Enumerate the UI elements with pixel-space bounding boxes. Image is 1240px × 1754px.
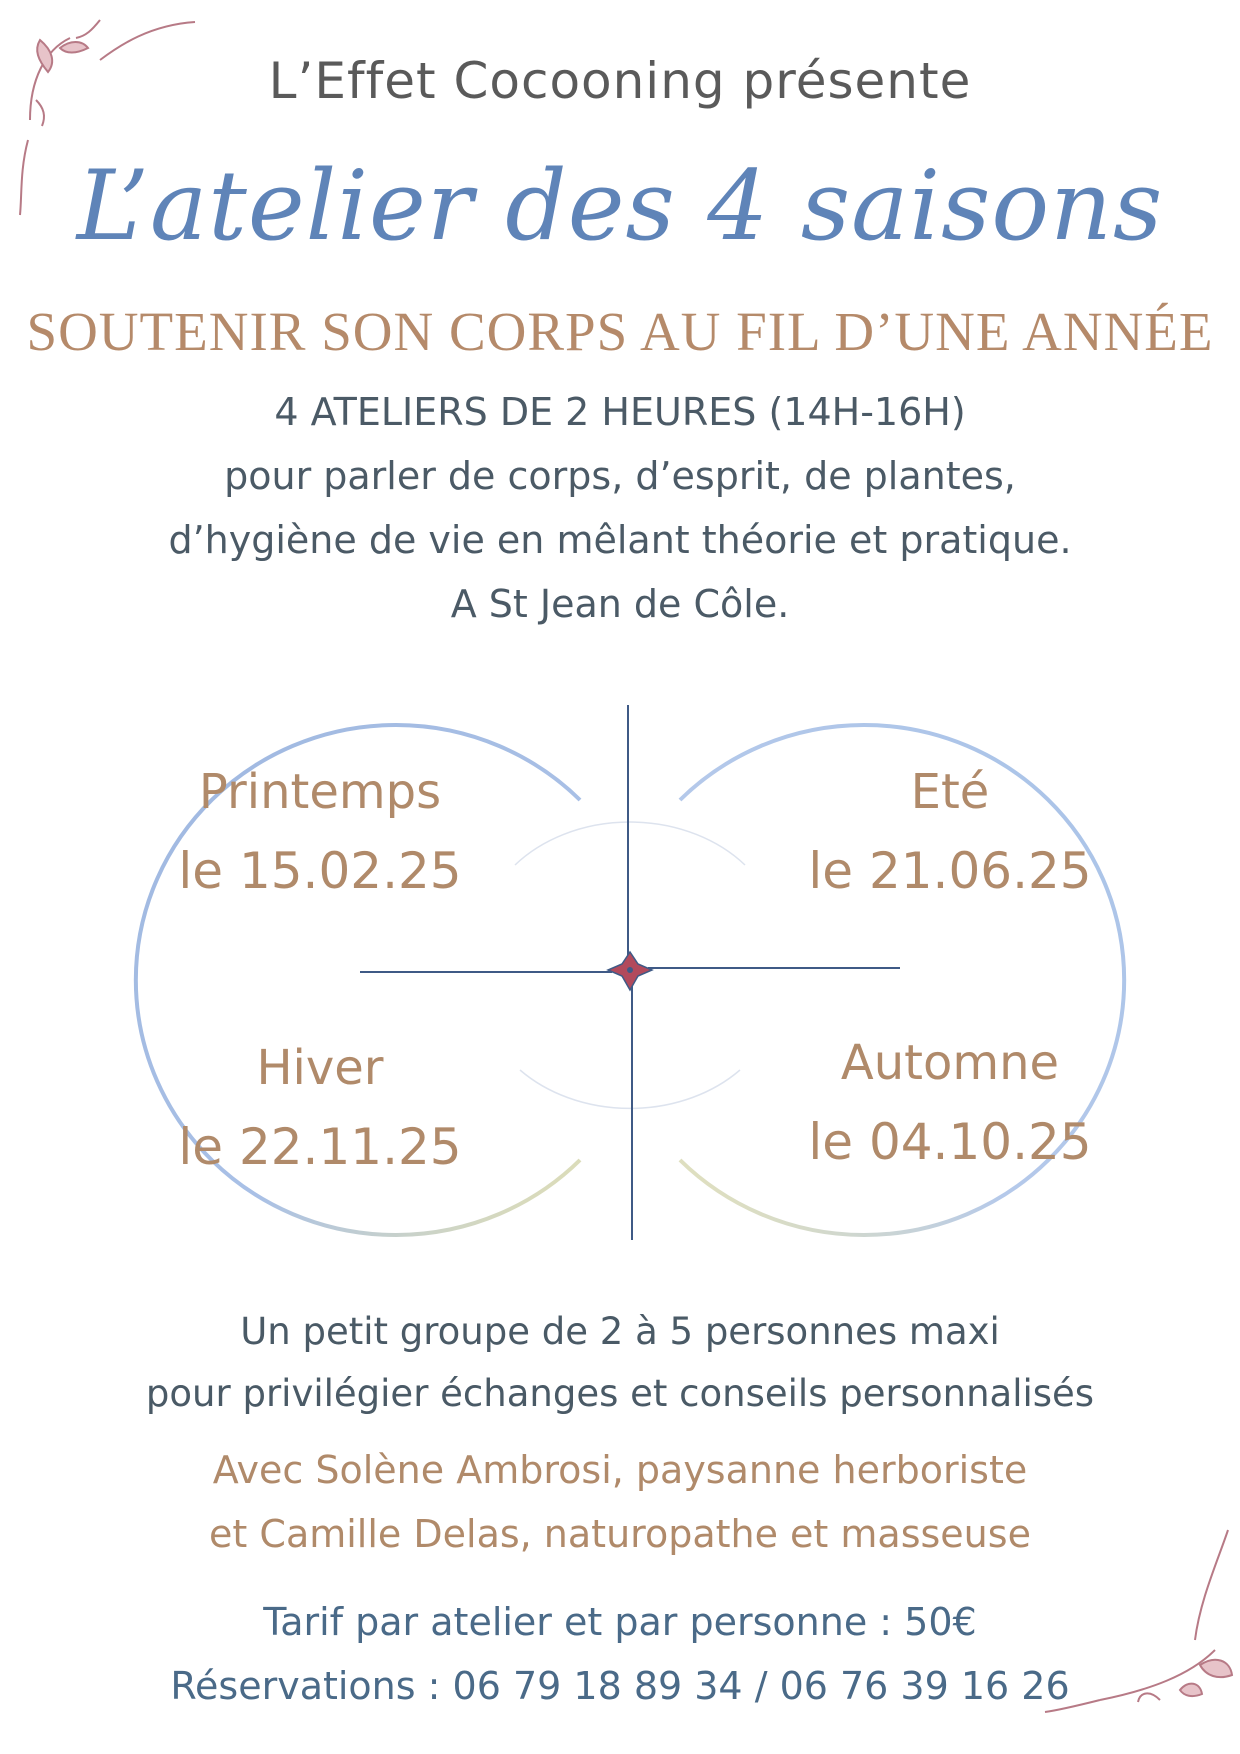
season-date: le 22.11.25 [178,1118,462,1176]
price-line: Tarif par atelier et par personne : 50€ [263,1600,977,1644]
intro-line-4: A St Jean de Côle. [450,582,790,626]
intro-line-3: d’hygiène de vie en mêlant théorie et pratique. [168,518,1072,562]
page-title: L’atelier des 4 saisons [76,150,1164,262]
presenter-line: L’Effet Cocooning présente [268,52,972,110]
season-name: Automne [840,1035,1060,1091]
season-name: Eté [910,764,990,820]
season-printemps [140,764,500,900]
season-date: le 04.10.25 [808,1113,1092,1171]
group-line-2: pour privilégier échanges et conseils personnalisés [145,1372,1095,1415]
season-hiver [140,1040,500,1176]
page-subtitle: SOUTENIR SON CORPS AU FIL D’UNE ANNÉE [26,301,1214,362]
season-name: Printemps [198,764,442,820]
intro-line-2: pour parler de corps, d’esprit, de plantes, [224,454,1016,498]
animators-line-2: et Camille Delas, naturopathe et masseuse [209,1512,1031,1556]
season-name: Hiver [256,1040,384,1096]
season-ete [770,764,1130,900]
season-date: le 21.06.25 [808,842,1092,900]
intro-line-1: 4 ATELIERS DE 2 HEURES (14H-16H) [274,390,966,434]
reservations-line: Réservations : 06 79 18 89 34 / 06 76 39 16 26 [170,1664,1070,1708]
group-line-1: Un petit groupe de 2 à 5 personnes maxi [240,1310,1000,1353]
compass-star-icon [608,952,652,990]
season-date: le 15.02.25 [178,842,462,900]
animators-line-1: Avec Solène Ambrosi, paysanne herboriste [212,1448,1028,1492]
season-automne [770,1035,1130,1171]
